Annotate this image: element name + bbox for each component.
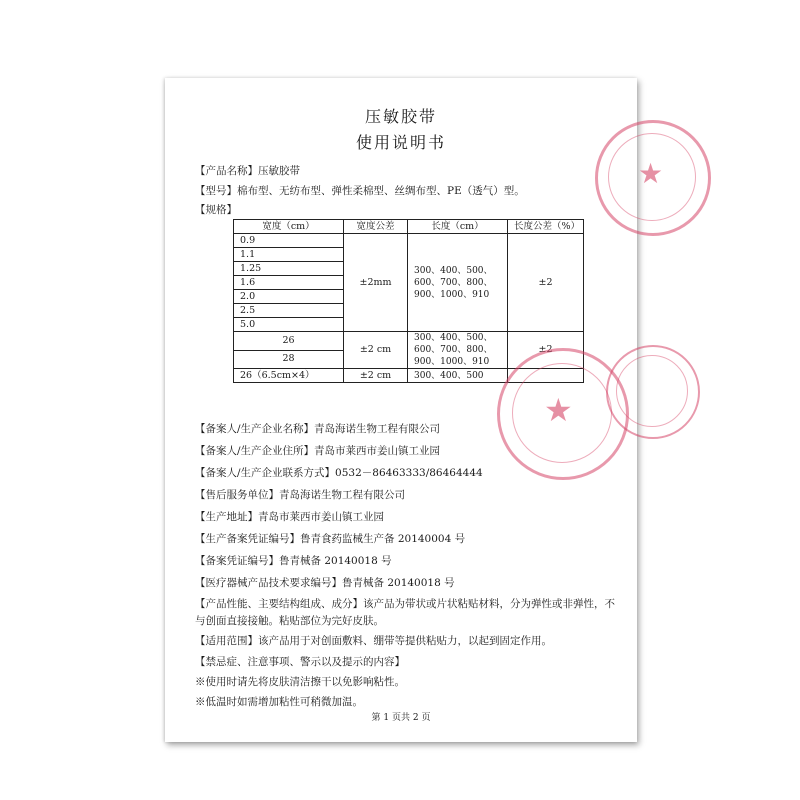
spec-table [233,219,584,383]
instruction-sheet [165,78,637,742]
table-header: 宽度（cm） [234,220,344,234]
width-cell: 26（6.5cm×4） [234,369,344,383]
length-cell: 300、400、500、600、700、800、900、1000、910 [408,332,508,369]
table-row [234,369,584,383]
performance-field: 【产品性能、主要结构组成、成分】该产品为带状或片状粘贴材料，分为弹性或非弹性，不与创面直接接触。粘贴部位为完好皮肤。 [195,598,615,627]
scope-field: 【适用范围】该产品用于对创面敷料、绷带等提供粘贴力，以起到固定作用。 [195,635,552,647]
table-row [234,332,584,351]
product-name-field: 【产品名称】压敏胶带 [195,165,300,177]
table-header: 长度（cm） [408,220,508,234]
contraindication-field: 【禁忌症、注意事项、警示以及提示的内容】 [195,656,405,668]
after-sales-field: 【售后服务单位】青岛海诺生物工程有限公司 [195,489,405,501]
table-header-row [234,220,584,234]
filer-address-field: 【备案人/生产企业住所】青岛市莱西市姜山镇工业园 [195,445,441,457]
note-item: ※低温时如需增加粘性可稍微加温。 [195,696,363,708]
width-cell: 5.0 [234,318,344,332]
length-tolerance-cell [508,369,584,383]
seal-star-icon: ★ [544,391,573,429]
note-item: ※使用时请先将皮肤清洁擦干以免影响粘性。 [195,676,405,688]
page-number: 第 1 页共 2 页 [371,713,431,723]
length-cell: 300、400、500、600、700、800、900、1000、910 [408,234,508,332]
width-cell: 1.1 [234,248,344,262]
seal-star-icon: ★ [638,157,664,190]
width-cell: 1.6 [234,276,344,290]
production-cert-field: 【生产备案凭证编号】鲁青食药监械生产备 20140004 号 [195,533,466,545]
width-tolerance-cell: ±2mm [344,234,408,332]
filer-name-field: 【备案人/生产企业名称】青岛海诺生物工程有限公司 [195,423,441,435]
table-header: 长度公差（%） [508,220,584,234]
width-tolerance-cell: ±2 cm [344,332,408,369]
length-cell: 300、400、500 [408,369,508,383]
table-row [234,234,584,248]
width-tolerance-cell: ±2 cm [344,369,408,383]
model-field: 【型号】棉布型、无纺布型、弹性柔棉型、丝绸布型、PE（透气）型。 [195,185,525,197]
length-tolerance-cell: ±2 [508,332,584,369]
width-cell: 1.25 [234,262,344,276]
filing-cert-field: 【备案凭证编号】鲁青械备 20140018 号 [195,555,392,567]
length-tolerance-cell: ±2 [508,234,584,332]
width-cell: 2.5 [234,304,344,318]
production-address-field: 【生产地址】青岛市莱西市姜山镇工业园 [195,511,384,523]
width-cell: 0.9 [234,234,344,248]
table-header: 宽度公差 [344,220,408,234]
width-cell: 28 [234,350,344,369]
filer-contact-field: 【备案人/生产企业联系方式】0532－86463333/86464444 [195,467,483,479]
document-title: 压敏胶带 [364,107,437,126]
spec-field: 【规格】 [195,204,237,216]
document-subtitle: 使用说明书 [355,133,446,152]
tech-requirement-field: 【医疗器械产品技术要求编号】鲁青械备 20140018 号 [195,577,455,589]
width-cell: 2.0 [234,290,344,304]
width-cell: 26 [234,332,344,351]
